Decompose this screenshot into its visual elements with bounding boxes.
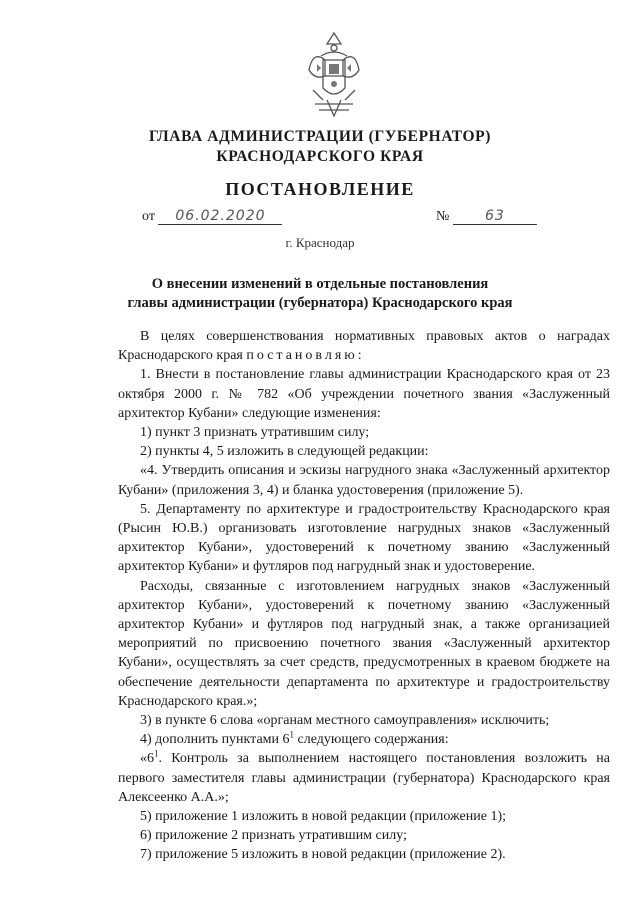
paragraph-3: 1) пункт 3 признать утратившим силу; [140,425,370,441]
city: г. Краснодар [285,235,355,250]
paragraph-7: Расходы, связанные с изготовлением нагрудных знаков «Заслуженный архитектор Кубани», удостоверений к почетному званию «Заслуженный архитектор Кубани» и футляров под нагрудный знак, а также организацией мероприятий по присвоению почетного звания «Заслуженный архитектор Кубани», осуществлять за счет средств, предусмотренных в краевом бюджете на обеспечение деятельности департамента по архитектуре и градостроительству Краснодарского края.»; [118,578,610,709]
paragraph-10-sup: 1 [154,748,159,759]
date-value: 06.02.2020 [158,208,282,225]
date-prefix: от [142,209,155,224]
subject [0,275,640,313]
coat-of-arms-emblem [303,30,365,122]
paragraph-9 [118,730,610,749]
paragraph-10-end: . Контроль за выполнением настоящего постановления возложить на первого заместителя главы администрации (губернатора) Краснодарского края Алексеенко А.А.»; [118,751,610,805]
header-line-1: ГЛАВА АДМИНИСТРАЦИИ (ГУБЕРНАТОР) [149,128,491,145]
subject-line-1: О внесении изменений в отдельные постановления [151,276,489,292]
document-title: ПОСТАНОВЛЕНИЕ [225,179,415,199]
paragraph-9-end: следующего содержания: [294,732,449,748]
number-value: 63 [453,208,537,225]
paragraph-6: 5. Департаменту по архитектуре и градостроительству Краснодарского края (Рысин Ю.В.) организовать изготовление нагрудных знаков «Заслуженный архитектор Кубани», удостоверений к почетному званию «Заслуженный архитектор Кубани» и футляров под нагрудный знак и удостоверение. [118,501,610,575]
paragraph-5: «4. Утвердить описания и эскизы нагрудного знака «Заслуженный архитектор Кубани» (приложения 3, 4) и бланка удостоверения (приложение 5). [118,463,610,498]
paragraph-10 [118,749,610,807]
number-prefix: № [436,209,450,224]
subject-line-2: главы администрации (губернатора) Краснодарского края [127,295,513,311]
paragraph-9-start: 4) дополнить пунктами 6 [140,732,290,748]
paragraph-9-sup: 1 [289,729,295,740]
paragraph-2: 1. Внести в постановление главы администрации Краснодарского края от 23 октября 2000 г. № 782 «Об учреждении почетного звания «Заслуженный архитектор Кубани» следующие изменения: [118,367,610,421]
paragraph-4: 2) пункты 4, 5 изложить в следующей редакции: [140,444,429,460]
paragraph-8: 3) в пункте 6 слова «органам местного самоуправления» исключить; [140,713,550,729]
paragraph-10-start: «6 [140,751,154,767]
header-line-2: КРАСНОДАРСКОГО КРАЯ [216,148,424,165]
paragraph-1 [118,327,610,365]
paragraph-1-text: В целях совершенствования нормативных правовых актов о наградах Краснодарского края [118,329,610,364]
resolution-word: постановляю: [246,348,365,364]
paragraph-12: 6) приложение 2 признать утратившим силу; [140,828,407,844]
paragraph-11: 5) приложение 1 изложить в новой редакции (приложение 1); [140,809,507,825]
number-line [436,208,537,225]
date-line [142,208,282,225]
paragraph-13: 7) приложение 5 изложить в новой редакции (приложение 2). [140,847,506,863]
document-body [118,327,610,865]
